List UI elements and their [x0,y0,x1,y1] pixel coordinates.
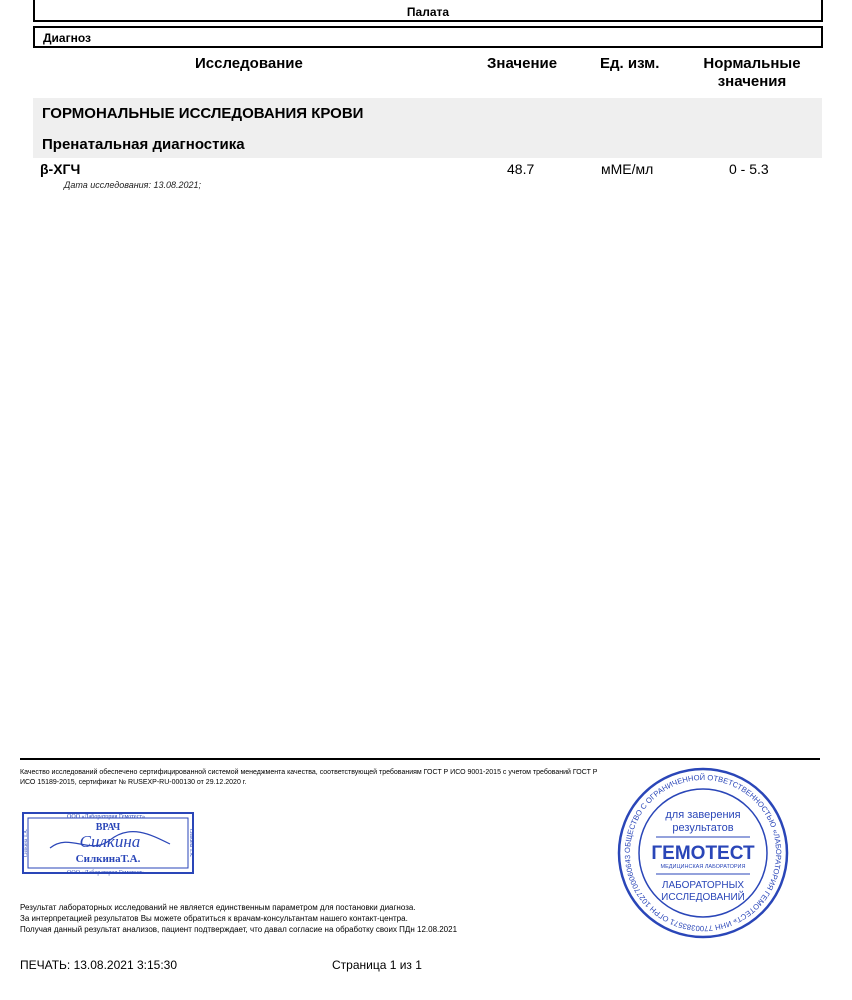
column-header-unit: Ед. изм. [600,55,660,72]
ward-label: Палата [406,5,450,19]
section-title: ГОРМОНАЛЬНЫЕ ИССЛЕДОВАНИЯ КРОВИ [42,105,364,122]
test-value: 48.7 [507,161,535,177]
disclaimer-line-1: Результат лабораторных исследований не является единственным параметром для постановки диагноза. [20,903,416,912]
quality-note: Качество исследований обеспечено сертифицированной системой менеджмента качества, соответствующей требованиям ГОСТ Р ИСО 9001-2015 с учетом требований ГОСТ Р ИСО 15189-2015, сертификат № RUSEXP-RU-000130 от 29.12.2020 г. [20,769,598,786]
lab-seal-brand: ГЕМОТЕСТ [651,843,755,864]
disclaimer-line-2: За интерпретацией результатов Вы можете обратиться к врачам-консультантам нашего контакт-центра. [20,914,408,923]
lab-seal-graphic [616,766,790,940]
lab-seal-ring-text: ОБЩЕСТВО С ОГРАНИЧЕННОЙ ОТВЕТСТВЕННОСТЬЮ «ЛАБОРАТОРИЯ ГЕМОТЕСТ» ИНН 7700383571 ОГРН 1027700060643 [622,772,784,934]
disclaimer-line-3: Получая данный результат анализов, пациент подтверждает, что давал согласие на обработку своих ПДн 12.08.2021 [20,925,458,934]
lab-seal-line3: ЛАБОРАТОРНЫХ [661,880,745,891]
lab-seal-line4: ИССЛЕДОВАНИЙ [661,892,745,903]
lab-seal-line1: для заверения [665,809,741,821]
doctor-stamp-title: ВРАЧ [95,822,121,833]
column-header-norm-line1: Нормальные [703,55,801,72]
footer-divider [20,758,820,760]
lab-seal-brand-sub: МЕДИЦИНСКАЯ ЛАБОРАТОРИЯ [660,864,746,870]
column-header-study: Исследование [195,55,303,72]
subsection-title: Пренатальная диагностика [42,136,245,153]
test-date-note: Дата исследования: 13.08.2021; [64,180,202,190]
test-norm: 0 - 5.3 [729,161,769,177]
doctor-stamp-name: СилкинаТ.А. [75,853,141,865]
column-header-norm [690,55,814,91]
doctor-stamp-side-left: Силкина Т.А. [24,828,29,858]
doctor-stamp-graphic [20,810,196,876]
lab-seal-line2: результатов [672,822,734,834]
print-date: ПЕЧАТЬ: 13.08.2021 3:15:30 [20,958,177,972]
doctor-stamp-side-right: Силкина Т.А. [188,828,193,858]
diagnosis-label: Диагноз [43,31,91,45]
ward-field [33,0,823,22]
column-header-value: Значение [487,55,558,72]
column-header-norm-line2: значения [717,73,787,90]
doctor-signature: Силкина [79,832,141,851]
lab-seal [616,766,790,945]
doctor-stamp [20,810,196,881]
page-number: Страница 1 из 1 [332,958,422,972]
disclaimer [20,902,580,935]
doctor-stamp-org-bottom: ООО «Лаборатория Гемотест» [67,870,145,876]
test-name: β-ХГЧ [40,161,81,177]
test-unit: мМЕ/мл [601,161,654,177]
diagnosis-field [33,26,823,48]
doctor-stamp-org-top: ООО «Лаборатория Гемотест» [67,814,145,820]
